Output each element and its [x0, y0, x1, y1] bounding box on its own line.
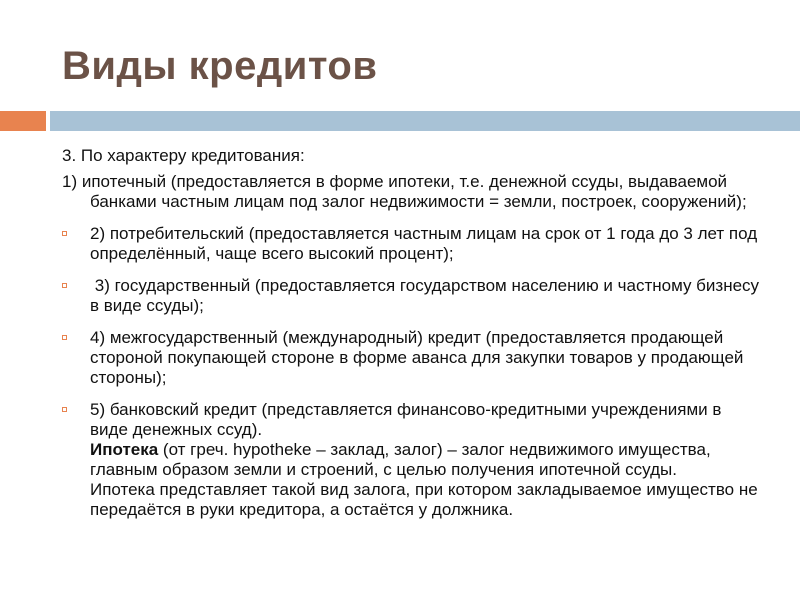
mortgage-note: Ипотека представляет такой вид залога, при котором закладываемое имущество не передаётся в руки кредитора, а остаётся у должника. [90, 480, 758, 519]
list-item-text: 4) межгосударственный (международный) кредит (предоставляется продающей стороной покупающей стороне в форме аванса для закупки товаров у продающей стороны); [90, 328, 744, 387]
list-item-text: 2) потребительский (предоставляется частным лицам на срок от 1 года до 3 лет под определённый, чаще всего высокий процент); [90, 224, 758, 263]
list-item-state [62, 276, 762, 316]
square-bullet-icon [62, 283, 67, 288]
square-bullet-icon [62, 407, 67, 412]
list-item-mortgage [62, 172, 762, 212]
list-item-bank [62, 400, 762, 520]
accent-bar [0, 111, 46, 131]
list-item-text: 5) банковский кредит (представляется финансово-кредитными учреждениями в виде денежных ссуд). [90, 400, 722, 439]
intro-line: 3. По характеру кредитования: [62, 146, 305, 165]
list-item-text: 3) государственный (предоставляется государством населению и частному бизнесу в виде ссуды); [90, 276, 764, 315]
slide-content [62, 146, 762, 532]
list-item-consumer [62, 224, 762, 264]
list-item-interstate [62, 328, 762, 388]
list-item-text: 1) ипотечный (предоставляется в форме ипотеки, т.е. денежной ссуды, выдаваемой банками частным лицам под залог недвижимости = земли, построек, сооружений); [62, 172, 747, 211]
slide-title: Виды кредитов [62, 44, 378, 88]
mortgage-definition [90, 440, 762, 480]
square-bullet-icon [62, 231, 67, 236]
term-mortgage: Ипотека [90, 440, 159, 459]
title-underline-bar [50, 111, 800, 131]
square-bullet-icon [62, 335, 67, 340]
definition-text: (от греч. hypotheke – заклад, залог) – залог недвижимого имущества, главным образом земли и строений, с целью получения ипотечной ссуды. [90, 440, 711, 479]
